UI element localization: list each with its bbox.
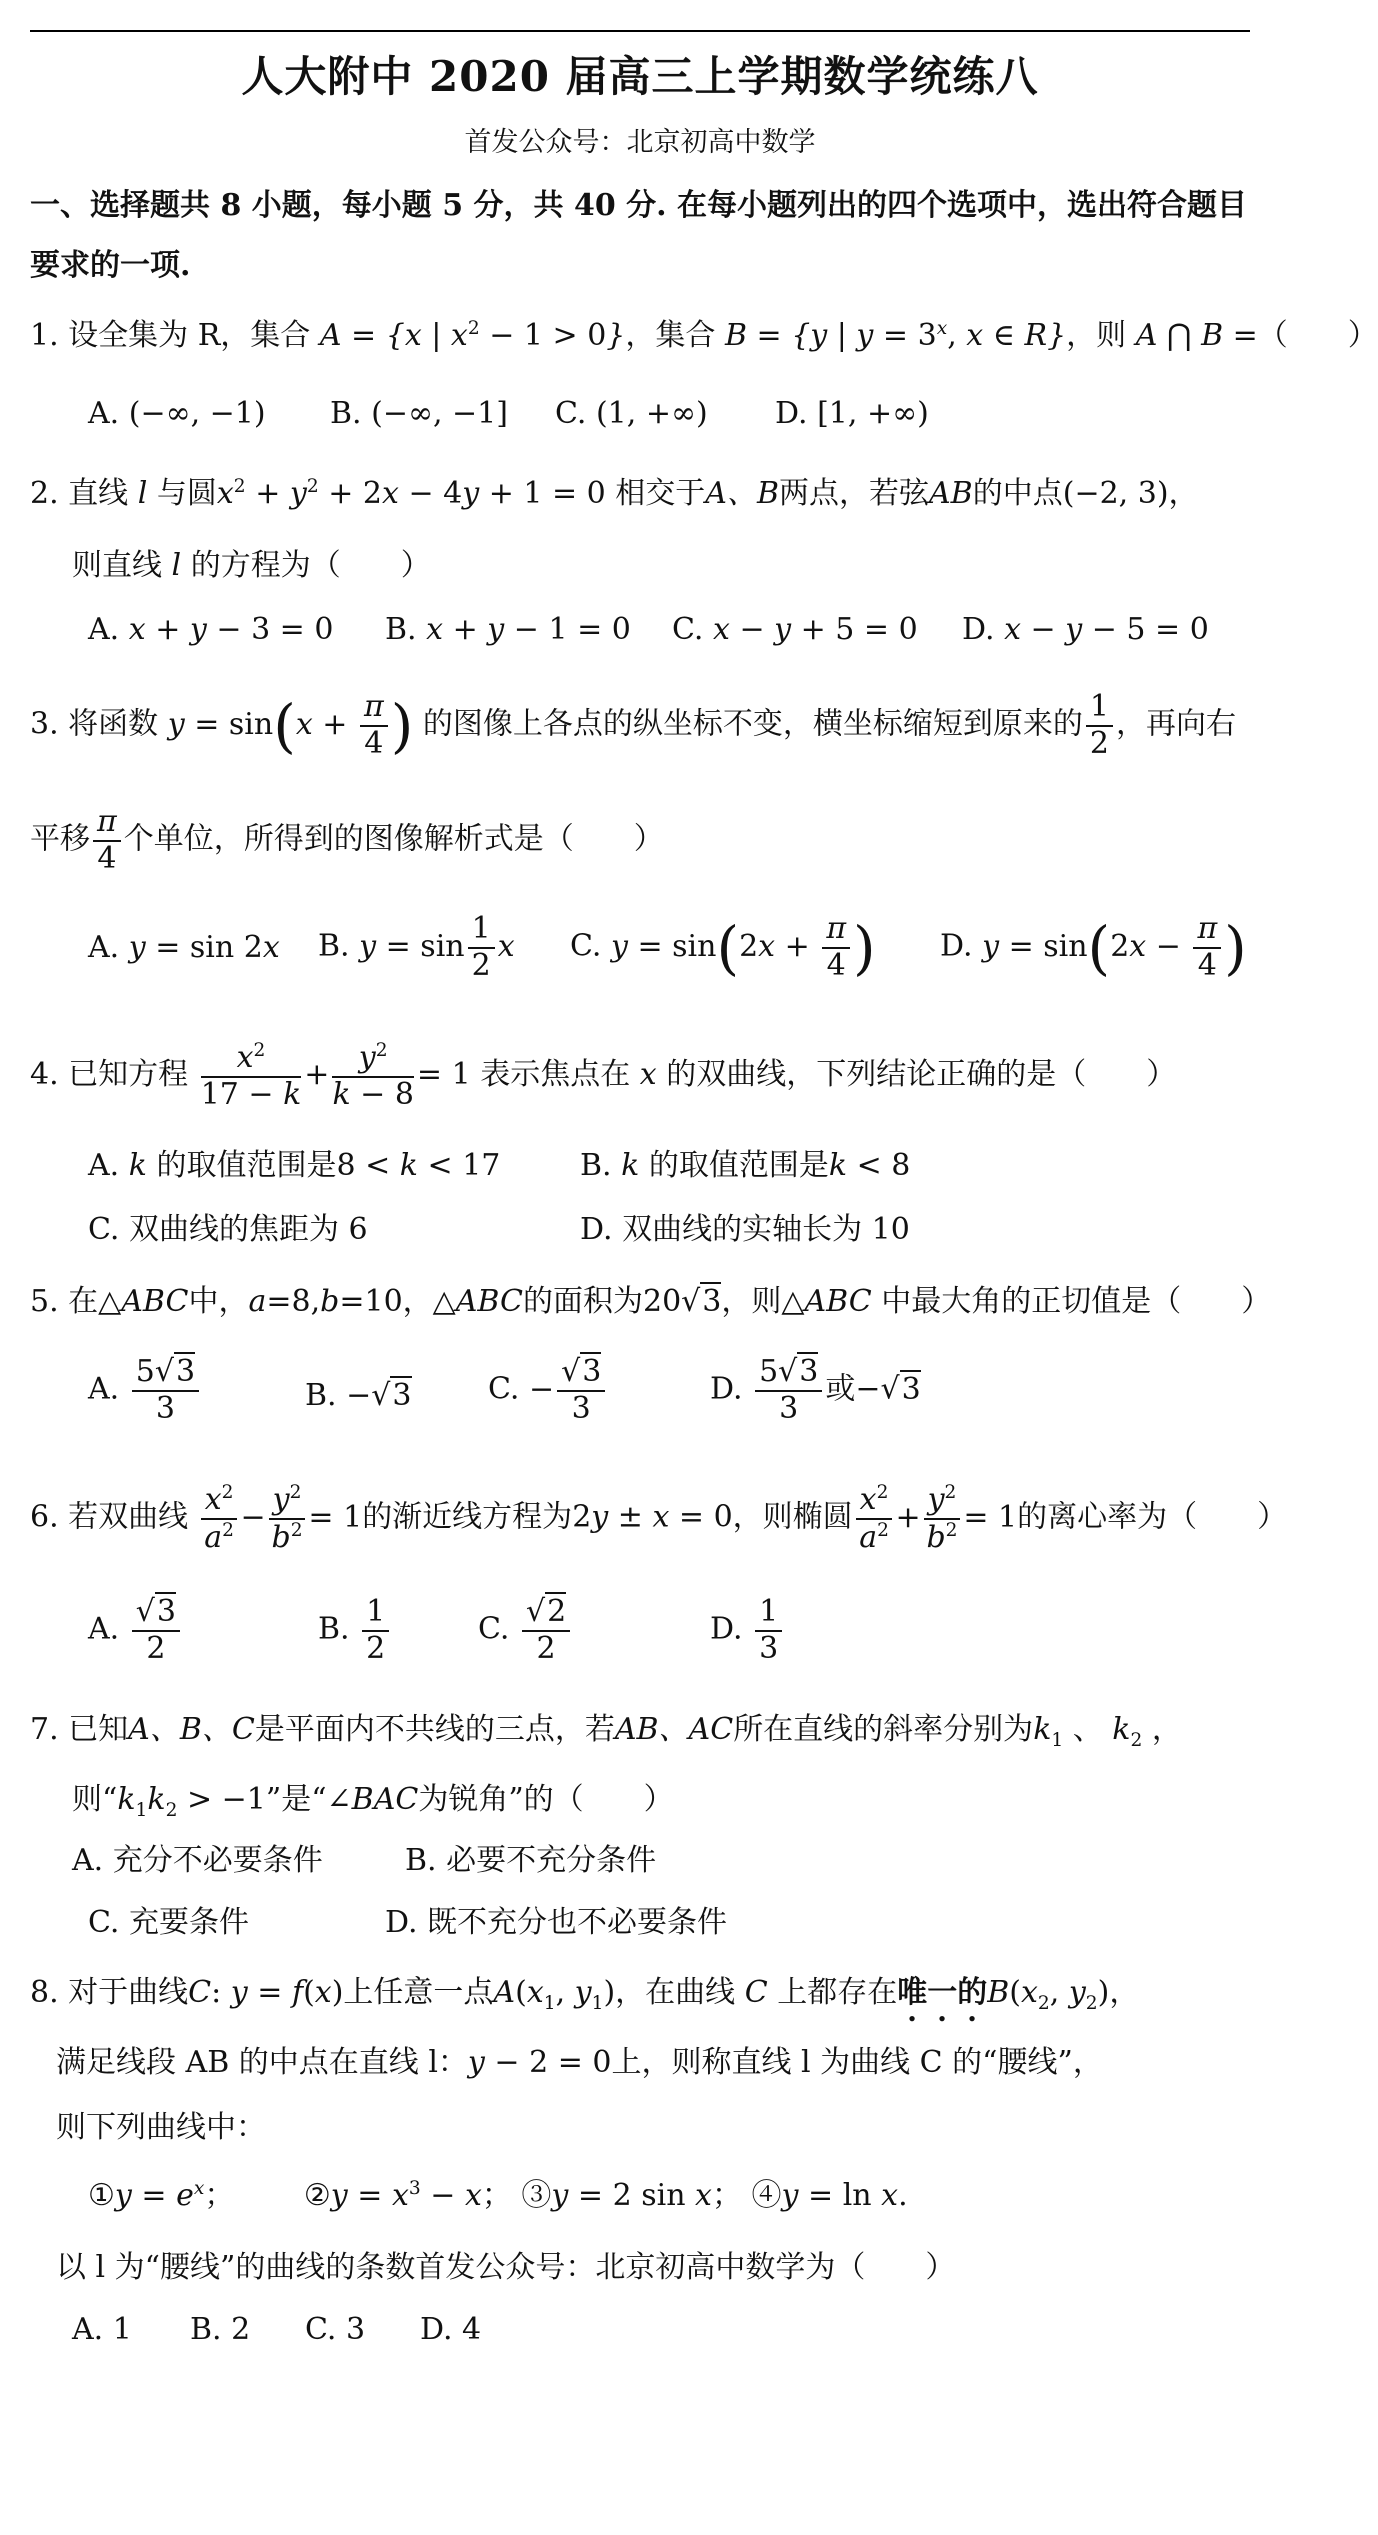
page-title: 人大附中 2020 届高三上学期数学统练八 xyxy=(241,52,1039,101)
q1-option-b[interactable] xyxy=(330,396,508,432)
q8-option-b[interactable]: B. 2 xyxy=(190,2312,251,2347)
question-text: ， xyxy=(1168,476,1199,511)
question-text: 已知方程 xyxy=(68,1057,189,1092)
question-3-line2 xyxy=(30,805,664,876)
question-text: 在△ xyxy=(68,1284,122,1319)
question-number: 5. xyxy=(30,1284,59,1319)
curve-1: $y = e^x$ xyxy=(114,2178,205,2213)
math-equation: $\frac{x^2}{17 - k}$ + $\frac{y^2}{k - 8}$ = 1 xyxy=(200,1040,471,1112)
math-point-a: $A(x_1$, $y_1$) xyxy=(493,1975,616,2014)
question-text: ，△ xyxy=(402,1284,456,1319)
question-text: 的图像上各点的纵坐标不变，横坐标缩短到原来的 xyxy=(422,706,1083,742)
q1-option-c[interactable] xyxy=(555,396,708,432)
math-ab2: AB xyxy=(929,476,973,511)
question-8-line5: 以 l 为“腰线”的曲线的条数首发公众号：北京初高中数学为（ ） xyxy=(56,2250,956,2285)
question-text: 上都存在 xyxy=(777,1975,898,2010)
question-text: 中最大角的正切值是（ ） xyxy=(881,1284,1272,1319)
option-math: y = sin 2x xyxy=(128,930,280,965)
q6-option-c[interactable] xyxy=(478,1595,573,1666)
question-7-line2 xyxy=(72,1782,674,1822)
math-l: l xyxy=(171,548,182,583)
question-text: 两点，若弦 xyxy=(779,476,930,511)
q1-option-a[interactable] xyxy=(88,396,266,432)
q5-option-a[interactable] xyxy=(88,1355,202,1426)
option-text: 双曲线的实轴长为 10 xyxy=(622,1212,910,1247)
question-text: ，则椭圆 xyxy=(732,1499,853,1535)
question-text: ， xyxy=(1109,1975,1140,2010)
math-pi-over-4: $\frac{\pi}{4}$ xyxy=(93,805,121,876)
q3-option-d[interactable] xyxy=(940,912,1247,983)
q7-option-c[interactable]: C. 充要条件 xyxy=(88,1905,249,1940)
option-label: D. xyxy=(710,1611,743,1647)
question-text: 的面积为 xyxy=(522,1284,643,1319)
question-text: 上，则称直线 l 为曲线 C 的“腰线”， xyxy=(611,2045,1103,2080)
math-area: 20√3 xyxy=(642,1284,722,1319)
option-math: $\frac{1}{2}$ xyxy=(362,1595,389,1666)
question-text: 若双曲线 xyxy=(68,1499,189,1535)
option-label: D. xyxy=(962,612,995,647)
option-math: k xyxy=(621,1148,640,1183)
page-subtitle: 首发公众号：北京初高中数学 xyxy=(464,127,816,158)
q8-option-d[interactable]: D. 4 xyxy=(420,2312,482,2347)
option-label: B. xyxy=(385,612,417,647)
option-math: x + y − 1 = 0 xyxy=(426,612,631,647)
question-8-curves: ①y = $e^x$； ②y = $x^3 - x$； ③y = 2 sin x； ④y = ln x. xyxy=(88,2178,908,2213)
math-ellipse: $\frac{x^2}{a^2}$ + $\frac{y^2}{b^2}$ = 1 xyxy=(853,1500,1017,1535)
option-label: D. xyxy=(710,1371,743,1407)
math-circle: $x^2 + y^2 + 2x - 4y + 1 = 0$ xyxy=(216,476,606,511)
question-text: 的渐近线方程为 xyxy=(362,1499,573,1535)
q4-option-d[interactable] xyxy=(580,1212,910,1248)
option-label: A. xyxy=(88,396,120,431)
question-text: 的离心率为（ ） xyxy=(1017,1499,1288,1535)
math-point-b: $B(x_2$, $y_2$) xyxy=(987,1975,1110,2014)
math-intersection: A ⋂ B = xyxy=(1135,318,1258,353)
math-bac: BAC xyxy=(351,1782,419,1817)
question-3 xyxy=(30,690,1236,761)
q2-option-d[interactable] xyxy=(962,612,1209,648)
option-label: C. xyxy=(570,928,602,964)
option-math: (−∞, −1) xyxy=(128,396,266,431)
question-text: 与圆 xyxy=(156,476,217,511)
option-text: 或 xyxy=(825,1371,856,1407)
question-4 xyxy=(30,1040,1176,1112)
option-math: −√3 xyxy=(346,1378,412,1413)
curve-marker: ④ xyxy=(751,2178,782,2213)
question-text: 中， xyxy=(188,1284,249,1319)
option-label: A. xyxy=(88,612,120,647)
section-heading-line2: 要求的一项. xyxy=(30,248,191,283)
question-text: 已知 xyxy=(68,1712,129,1747)
option-math: [1, +∞) xyxy=(817,396,929,431)
question-8-line2 xyxy=(56,2045,1103,2081)
top-rule xyxy=(30,30,1250,32)
option-label: D. xyxy=(775,396,808,431)
emphasis-text: 唯一的 xyxy=(897,1975,988,2010)
section-heading-line1: 一、选择题共 8 小题，每小题 5 分，共 40 分. 在每小题列出的四个选项中，选出符合题目 xyxy=(30,188,1248,223)
option-text: 的取值范围是 xyxy=(648,1148,829,1183)
math-x: x xyxy=(639,1057,657,1092)
math-hyperbola: $\frac{x^2}{a^2}$ − $\frac{y^2}{b^2}$ = 1 xyxy=(198,1500,362,1535)
option-label: A. xyxy=(88,1371,120,1407)
math-asymptote: 2y ± x = 0 xyxy=(572,1499,733,1535)
question-number: 7. xyxy=(30,1712,59,1747)
question-7 xyxy=(30,1712,1182,1752)
option-math: k < 8 xyxy=(828,1148,911,1183)
section-heading xyxy=(30,176,1255,296)
option-math: x − y + 5 = 0 xyxy=(712,612,918,647)
question-1 xyxy=(30,318,1378,354)
option-label: A. xyxy=(88,1148,120,1183)
question-number: 2. xyxy=(30,476,59,511)
option-label: B. xyxy=(305,1378,337,1413)
option-math: $\frac{√2}{2}$ xyxy=(522,1595,570,1666)
math-sides: a=8,b=10 xyxy=(248,1284,403,1319)
option-math: x + y − 3 = 0 xyxy=(128,612,334,647)
question-2-line2 xyxy=(72,548,431,584)
math-set-a: A = {x | $x^2 - 1 > 0$} xyxy=(319,318,626,353)
q5-option-c[interactable] xyxy=(488,1355,608,1426)
math-abc: ABC xyxy=(121,1284,189,1319)
question-number: 8. xyxy=(30,1975,59,2010)
q7-option-a[interactable]: A. 充分不必要条件 xyxy=(72,1843,323,1878)
option-math: $\frac{1}{3}$ xyxy=(755,1595,782,1666)
option-label: C. xyxy=(488,1371,520,1407)
math-slopes: $k_1$ 、 $k_2$ ， xyxy=(1033,1712,1182,1751)
option-label: D. xyxy=(580,1212,613,1247)
math-curve: C: y = f(x) xyxy=(188,1975,344,2010)
math-l: l xyxy=(137,476,148,511)
q5-option-d[interactable] xyxy=(710,1355,921,1426)
question-text: ，则△ xyxy=(721,1284,805,1319)
question-text: 直线 xyxy=(68,476,129,511)
question-8 xyxy=(30,1975,1139,2028)
math-c: C xyxy=(744,1975,768,2010)
question-6 xyxy=(30,1482,1287,1555)
question-text: 平移 xyxy=(30,821,90,857)
math-ab: A、B xyxy=(705,476,780,511)
option-math: (1, +∞) xyxy=(595,396,708,431)
q2-option-b[interactable] xyxy=(385,612,631,648)
option-math: y = sin $\frac{1}{2}$ x xyxy=(359,911,515,983)
q8-option-a[interactable]: A. 1 xyxy=(72,2312,132,2347)
question-text: 的方程为（ ） xyxy=(190,548,431,583)
option-label: B. xyxy=(330,396,362,431)
question-text: 将函数 xyxy=(68,706,159,742)
question-text: 个单位，所得到的图像解析式是（ ） xyxy=(123,821,664,857)
option-label: C. xyxy=(555,396,587,431)
q2-option-c[interactable] xyxy=(672,612,918,648)
option-label: C. xyxy=(88,1212,120,1247)
question-text: 对于曲线 xyxy=(68,1975,189,2010)
q4-option-c[interactable] xyxy=(88,1212,368,1248)
option-math: y = sin(2x − $\frac{\pi}{4}$ ) xyxy=(982,911,1247,983)
question-text: 的中点 xyxy=(972,476,1063,511)
question-text: 是平面内不共线的三点，若 xyxy=(254,1712,615,1747)
question-text: 所在直线的斜率分别为 xyxy=(733,1712,1034,1747)
q1-option-d[interactable] xyxy=(775,396,929,432)
q7-option-b[interactable]: B. 必要不充分条件 xyxy=(405,1843,657,1878)
q8-option-c[interactable]: C. 3 xyxy=(305,2312,366,2347)
curve-4: y = ln x xyxy=(781,2178,899,2213)
question-text: 上任意一点 xyxy=(343,1975,494,2010)
question-text: ，集合 xyxy=(625,318,716,353)
q3-option-c[interactable] xyxy=(570,912,876,983)
option-label: B. xyxy=(318,1611,350,1647)
q7-option-d[interactable]: D. 既不充分也不必要条件 xyxy=(385,1905,728,1940)
question-text: ，再向右 xyxy=(1115,706,1236,742)
question-text: 的双曲线，下列结论正确的是（ ） xyxy=(666,1057,1177,1092)
question-text: 则“ xyxy=(72,1782,118,1817)
option-label: C. xyxy=(672,612,704,647)
option-math: 8 < k < 17 xyxy=(336,1148,501,1183)
q4-option-a[interactable] xyxy=(88,1148,500,1184)
q3-option-a[interactable] xyxy=(88,930,280,966)
question-text: 表示焦点在 xyxy=(480,1057,631,1092)
question-number: 1. xyxy=(30,318,59,353)
math-points: A、B、C xyxy=(128,1712,255,1747)
math-midpoint: (−2, 3) xyxy=(1062,476,1169,511)
math-condition: $k_1k_2 > -1$ xyxy=(117,1782,266,1821)
q6-option-b[interactable] xyxy=(318,1595,392,1666)
option-text: 的取值范围是 xyxy=(156,1148,337,1183)
question-text: ，则 xyxy=(1066,318,1127,353)
option-math: $\frac{√3}{2}$ xyxy=(132,1595,180,1666)
question-text: 相交于 xyxy=(615,476,706,511)
curve-marker: ① xyxy=(88,2178,115,2213)
q4-option-b[interactable] xyxy=(580,1148,910,1184)
question-8-line3: 则下列曲线中： xyxy=(56,2110,266,2145)
question-text: 则直线 xyxy=(72,548,162,583)
question-number: 3. xyxy=(30,706,59,742)
option-label: D. xyxy=(940,928,973,964)
curve-marker: ② xyxy=(303,2178,331,2213)
math-abc: ABC xyxy=(455,1284,523,1319)
option-math: − $\frac{√3}{3}$ xyxy=(529,1372,608,1407)
option-math: −√3 xyxy=(855,1371,921,1407)
option-label: B. xyxy=(318,928,350,964)
option-math: (−∞, −1] xyxy=(371,396,508,431)
option-label: B. xyxy=(580,1148,612,1183)
option-math: $\frac{5√3}{3}$ xyxy=(132,1355,199,1426)
question-text: ，在曲线 xyxy=(615,1975,736,2010)
curve-3: y = 2 sin x xyxy=(551,2178,712,2213)
math-lines: AB、AC xyxy=(614,1712,734,1747)
option-text: 双曲线的焦距为 6 xyxy=(128,1212,368,1247)
curve-2: $y = x^3 - x$ xyxy=(330,2178,482,2213)
q5-option-b[interactable] xyxy=(305,1378,412,1414)
math-half: $\frac{1}{2}$ xyxy=(1086,690,1113,761)
question-number: 6. xyxy=(30,1499,59,1535)
math-abc: ABC xyxy=(804,1284,872,1319)
option-label: C. xyxy=(478,1611,510,1647)
option-math: x − y − 5 = 0 xyxy=(1004,612,1209,647)
question-number: 4. xyxy=(30,1057,59,1092)
q3-option-b[interactable] xyxy=(318,912,515,983)
option-math: $\frac{5√3}{3}$ xyxy=(755,1355,822,1426)
q2-option-a[interactable] xyxy=(88,612,333,648)
option-label: A. xyxy=(88,930,120,965)
answer-paren: （ ） xyxy=(1257,318,1378,353)
math-function: y = sin(x + $\frac{\pi}{4}$ ) xyxy=(167,689,414,761)
question-text: ”是“∠ xyxy=(265,1782,352,1817)
option-label: A. xyxy=(88,1611,120,1647)
question-5 xyxy=(30,1284,1271,1320)
math-line-l: y − 2 = 0 xyxy=(467,2045,612,2080)
question-text: 设全集为 R，集合 xyxy=(68,318,311,353)
question-text: 满足线段 AB 的中点在直线 l： xyxy=(56,2045,468,2080)
question-text: 为锐角”的（ ） xyxy=(418,1782,674,1817)
curve-marker: ③ xyxy=(521,2178,552,2213)
option-math: k xyxy=(128,1148,147,1183)
option-math: y = sin(2x + $\frac{\pi}{4}$ ) xyxy=(610,911,876,983)
math-set-b: B = {y | y = 3$^x$, x ∈ R} xyxy=(724,318,1067,353)
q6-option-a[interactable] xyxy=(88,1595,183,1666)
q6-option-d[interactable] xyxy=(710,1595,785,1666)
question-2 xyxy=(30,476,1199,512)
